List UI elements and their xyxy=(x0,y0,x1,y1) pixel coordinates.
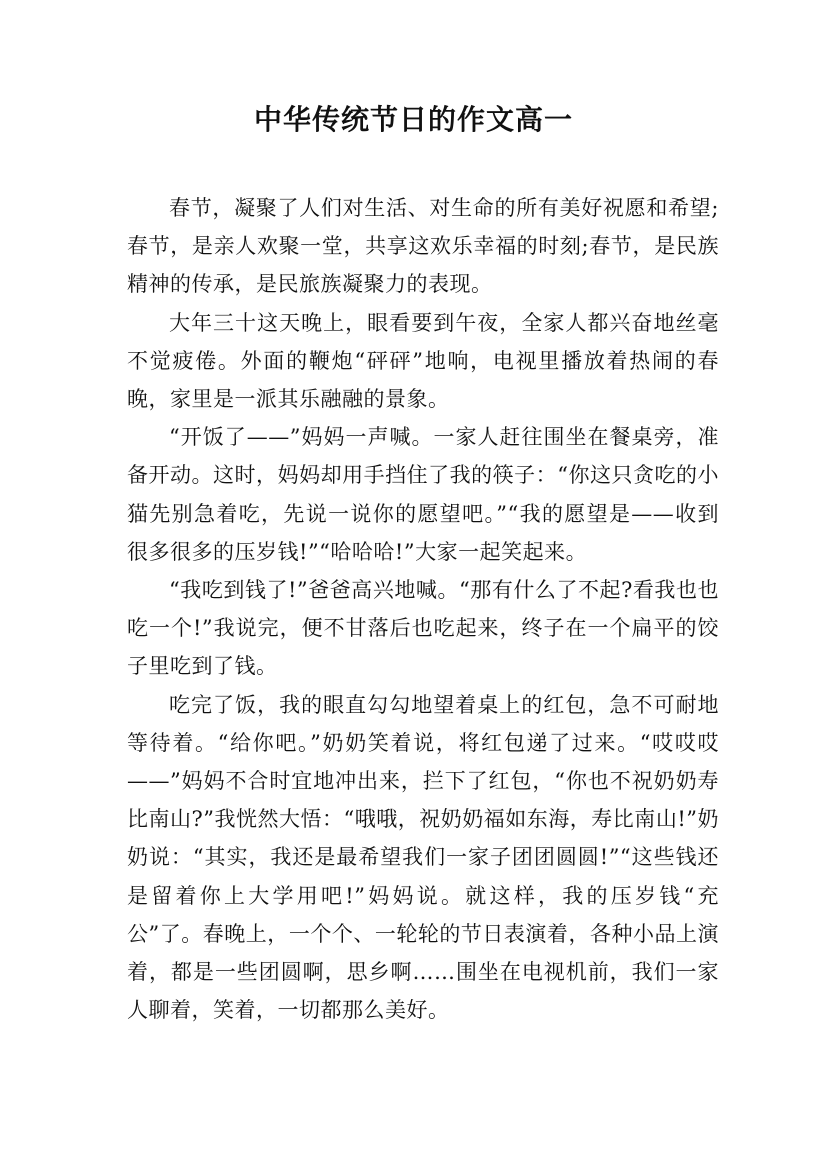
paragraph: 大年三十这天晚上，眼看要到午夜，全家人都兴奋地丝毫不觉疲倦。外面的鞭炮“砰砰”地响，电视里播放着热闹的春晚，家里是一派其乐融融的景象。 xyxy=(127,310,719,412)
document-title: 中华传统节日的作文高一 xyxy=(253,103,573,136)
paragraph: 春节，凝聚了人们对生活、对生命的所有美好祝愿和希望;春节，是亲人欢聚一堂，共享这欢乐幸福的时刻;春节，是民族精神的传承，是民旅族凝聚力的表现。 xyxy=(127,196,719,297)
paragraph: 吃完了饭，我的眼直勾勾地望着桌上的红包，急不可耐地等待着。“给你吧。”奶奶笑着说，将红包递了过来。“哎哎哎——”妈妈不合时宜地冲出来，拦下了红包，“你也不祝奶奶寿比南山?”我恍然大悟：“哦哦，祝奶奶福如东海，寿比南山!”奶奶说：“其实，我还是最希望我们一家子团团圆圆!”“这些钱还是留着你上大学用吧!”妈妈说。就这样，我的压岁钱“充公”了。春晚上，一个个、一轮轮的节日表演着，各种小品上演着，都是一些团圆啊，思乡啊……围坐在电视机前，我们一家人聊着，笑着，一切都那么美好。 xyxy=(127,692,719,1023)
paragraph: “开饭了——”妈妈一声喊。一家人赶往围坐在餐桌旁，准备开动。这时，妈妈却用手挡住了我的筷子：“你这只贪吃的小猫先别急着吃，先说一说你的愿望吧。”“我的愿望是——收到很多很多的压岁钱!”“哈哈哈!”大家一起笑起来。 xyxy=(127,425,719,564)
paragraph: “我吃到钱了!”爸爸高兴地喊。“那有什么了不起?看我也也吃一个!”我说完，便不甘落后也吃起来，终子在一个扁平的饺子里吃到了钱。 xyxy=(127,578,719,679)
document-body xyxy=(127,189,719,1029)
